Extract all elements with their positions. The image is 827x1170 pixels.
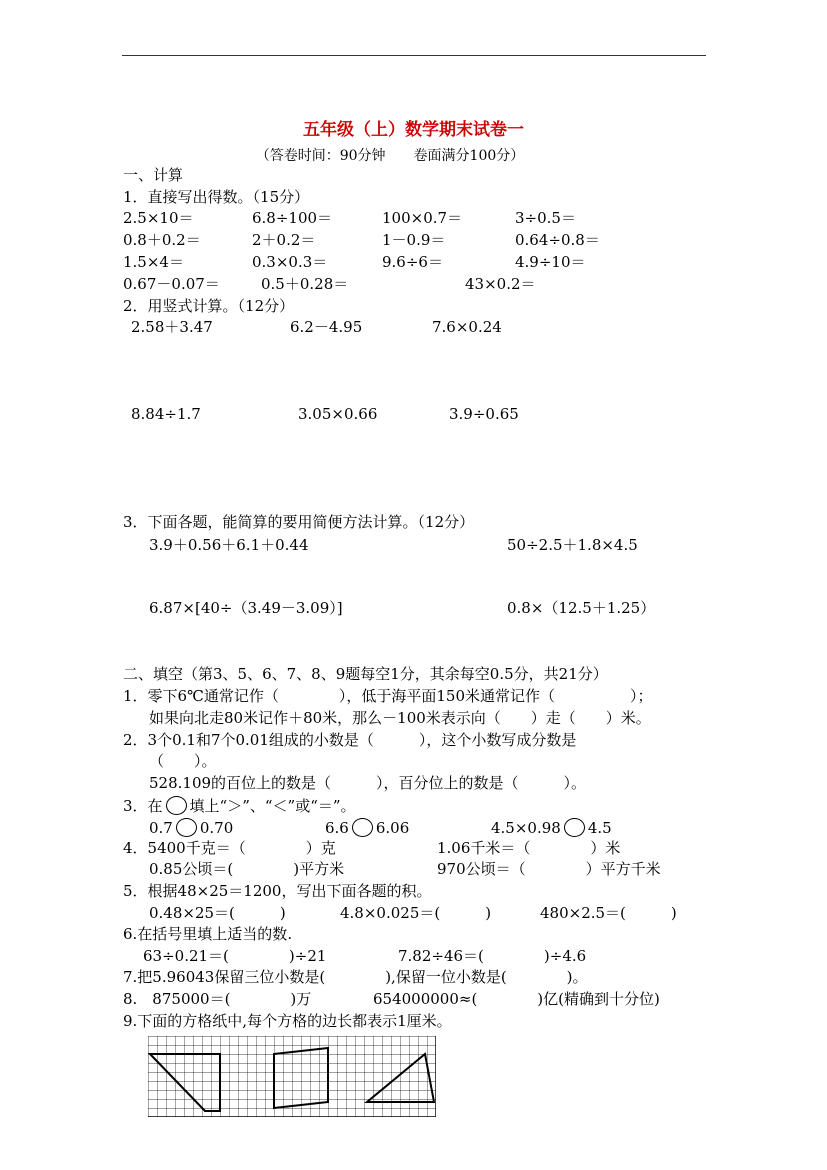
q2-item: 8.84÷1.7 (131, 405, 201, 423)
fill-q6-heading: 6.在括号里填上适当的数. (123, 925, 293, 943)
grid-paper-figure (148, 1036, 436, 1120)
header-rule (122, 55, 706, 56)
comparison-circle-icon[interactable] (352, 818, 373, 837)
q1-item: 0.67－0.07＝ (123, 275, 220, 293)
fill-q2-line2: （ ）。 (149, 752, 217, 770)
fill-q1-line1: 1．零下6℃通常记作（ ），低于海平面150米通常记作（ ）； (123, 687, 653, 705)
q3-heading: 3．下面各题，能简算的要用简便方法计算。（12分） (123, 513, 475, 531)
q2-item: 7.6×0.24 (432, 318, 502, 336)
q1-item: 9.6÷6＝ (382, 253, 443, 271)
q2-item: 6.2－4.95 (290, 318, 363, 336)
fill-q4-item: 1.06千米＝（ ）米 (437, 839, 621, 857)
q3-item: 50÷2.5＋1.8×4.5 (507, 536, 638, 554)
grid-lines (148, 1036, 436, 1117)
fill-q3-instruction (123, 796, 356, 815)
fill-q7: 7.把5.96043保留三位小数是( ),保留一位小数是( )。 (123, 968, 588, 986)
comparison-circle-icon[interactable] (176, 818, 197, 837)
fill-q3-prefix: 3．在 (123, 797, 163, 815)
q1-item: 3÷0.5＝ (515, 209, 576, 227)
q1-item: 1.5×4＝ (123, 253, 184, 271)
q3-item: 6.87×[40÷（3.49－3.09）] (149, 599, 343, 617)
q1-item: 6.8÷100＝ (252, 209, 333, 227)
compare-item: 0.7 0.70 (149, 819, 234, 837)
fill-q6-item: 7.82÷46＝( )÷4.6 (398, 947, 587, 965)
compare-item: 6.6 6.06 (325, 819, 410, 837)
q1-item: 0.8＋0.2＝ (123, 231, 201, 249)
page-title: 五年级（上）数学期末试卷一 (303, 120, 524, 140)
fill-q5-heading: 5．根据48×25＝1200，写出下面各题的积。 (123, 882, 432, 900)
q1-item: 43×0.2＝ (465, 275, 536, 293)
fill-q3-suffix: 填上“＞”、“＜”或“＝”。 (189, 797, 356, 815)
fill-q4-item: 4．5400千克＝（ ）克 (123, 839, 336, 857)
q1-item: 0.5＋0.28＝ (261, 275, 349, 293)
fill-q2-line3: 528.109的百位上的数是（ ），百分位上的数是（ ）。 (149, 774, 587, 792)
q2-heading: 2．用竖式计算。（12分） (123, 297, 295, 315)
q2-item: 2.58＋3.47 (131, 318, 213, 336)
q1-heading: 1．直接写出得数。（15分） (123, 188, 310, 206)
q1-item: 2＋0.2＝ (252, 231, 316, 249)
comparison-circle-icon (166, 796, 187, 815)
fill-q9: 9.下面的方格纸中,每个方格的边长都表示1厘米。 (123, 1012, 452, 1030)
q1-item: 0.3×0.3＝ (252, 253, 328, 271)
fill-q5-item: 480×2.5＝( ) (540, 904, 677, 922)
q3-item: 0.8×（12.5＋1.25） (507, 599, 656, 617)
q3-item: 3.9＋0.56＋6.1＋0.44 (149, 536, 309, 554)
q1-item: 4.9÷10＝ (515, 253, 586, 271)
comparison-circle-icon[interactable] (564, 818, 585, 837)
fill-q1-line2: 如果向北走80米记作＋80米，那么－100米表示向（ ）走（ ）米。 (149, 709, 651, 727)
fill-q5-item: 4.8×0.025＝( ) (340, 904, 492, 922)
fill-q4-item: 0.85公顷＝( )平方米 (149, 860, 345, 878)
section1-heading: 一、计算 (123, 166, 184, 184)
fill-q8-item: 654000000≈( )亿(精确到十分位) (373, 990, 660, 1008)
fill-q8-item: 8. 875000＝( )万 (123, 990, 312, 1008)
q1-item: 1－0.9＝ (382, 231, 446, 249)
fill-q6-item: 63÷0.21＝( )÷21 (143, 947, 327, 965)
q1-item: 0.64÷0.8＝ (515, 231, 600, 249)
q1-item: 100×0.7＝ (382, 209, 463, 227)
compare-item: 4.5×0.98 4.5 (491, 819, 612, 837)
fill-q4-item: 970公顷＝（ ）平方千米 (437, 860, 661, 878)
q2-item: 3.05×0.66 (298, 405, 378, 423)
exam-info: （答卷时间：90分钟 卷面满分100分） (255, 148, 525, 164)
fill-q2-line1: 2．3个0.1和7个0.01组成的小数是（ ），这个小数写成分数是 (123, 731, 577, 749)
q2-item: 3.9÷0.65 (449, 405, 519, 423)
q1-item: 2.5×10＝ (123, 209, 194, 227)
section2-heading: 二、填空（第3、5、6、7、8、9题每空1分，其余每空0.5分，共21分） (123, 665, 608, 683)
fill-q5-item: 0.48×25＝( ) (149, 904, 286, 922)
